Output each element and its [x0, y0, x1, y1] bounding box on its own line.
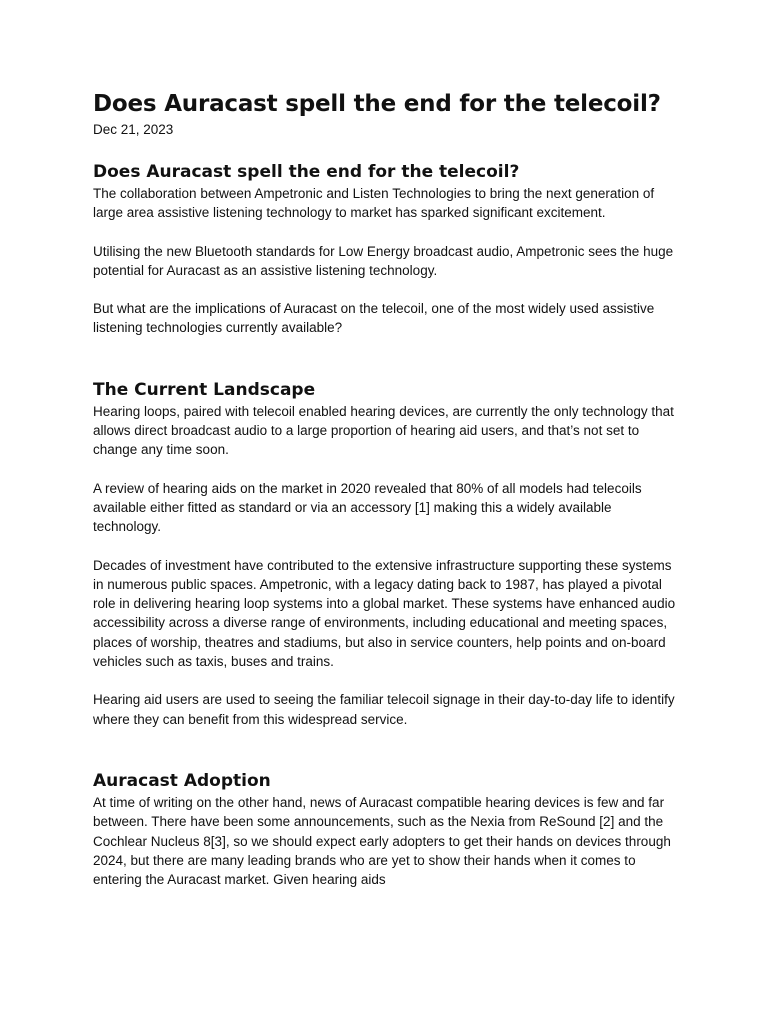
- paragraph: A review of hearing aids on the market in 2020 revealed that 80% of all models had telecoils available either fitted as standard or via an accessory [1] making this a widely available technology.: [93, 480, 642, 535]
- page-title: Does Auracast spell the end for the telecoil?: [93, 91, 661, 117]
- paragraph: But what are the implications of Auracast on the telecoil, one of the most widely used assistive listening technologies currently available?: [93, 301, 655, 336]
- section-heading-intro: Does Auracast spell the end for the telecoil?: [93, 162, 520, 182]
- section-heading-auracast-adoption: Auracast Adoption: [93, 770, 271, 791]
- section-heading-current-landscape: The Current Landscape: [93, 379, 316, 400]
- paragraph: Decades of investment have contributed to the extensive infrastructure supporting these systems in numerous public spaces. Ampetronic, with a legacy dating back to 1987, has played a pivotal role in delivering hearing loop systems into a global market. These systems have enhanced audio accessibility across a diverse range of environments, including educational and meeting spaces, places of worship, theatres and stadiums, but also in service counters, help points and on-board vehicles such as taxis, buses and trains.: [93, 557, 676, 670]
- paragraph: At time of writing on the other hand, news of Auracast compatible hearing devices is few and far between. There have been some announcements, such as the Nexia from ReSound [2] and the Cochlear Nucleus 8[3], so we should expect early adopters to get their hands on devices through 2024, but there are many leading brands who are yet to show their hands when it comes to entering the Auracast market. Given hearing aids: [93, 794, 671, 888]
- paragraph: Hearing aid users are used to seeing the familiar telecoil signage in their day-to-day life to identify where they can benefit from this widespread service.: [93, 692, 675, 727]
- publish-date: Dec 21, 2023: [93, 122, 174, 137]
- spacer: [93, 338, 683, 378]
- spacer: [93, 280, 683, 299]
- spacer: [93, 537, 683, 556]
- article: [93, 88, 683, 889]
- paragraph: Utilising the new Bluetooth standards for Low Energy broadcast audio, Ampetronic sees the huge potential for Auracast as an assistive listening technology.: [93, 243, 674, 278]
- spacer: [93, 460, 683, 479]
- spacer: [93, 140, 683, 160]
- spacer: [93, 223, 683, 242]
- spacer: [93, 729, 683, 769]
- paragraph: Hearing loops, paired with telecoil enabled hearing devices, are currently the only technology that allows direct broadcast audio to a large proportion of hearing aid users, and that’s not set to change any time soon.: [93, 403, 674, 458]
- paragraph: The collaboration between Ampetronic and Listen Technologies to bring the next generation of large area assistive listening technology to market has sparked significant excitement.: [93, 186, 655, 221]
- spacer: [93, 671, 683, 690]
